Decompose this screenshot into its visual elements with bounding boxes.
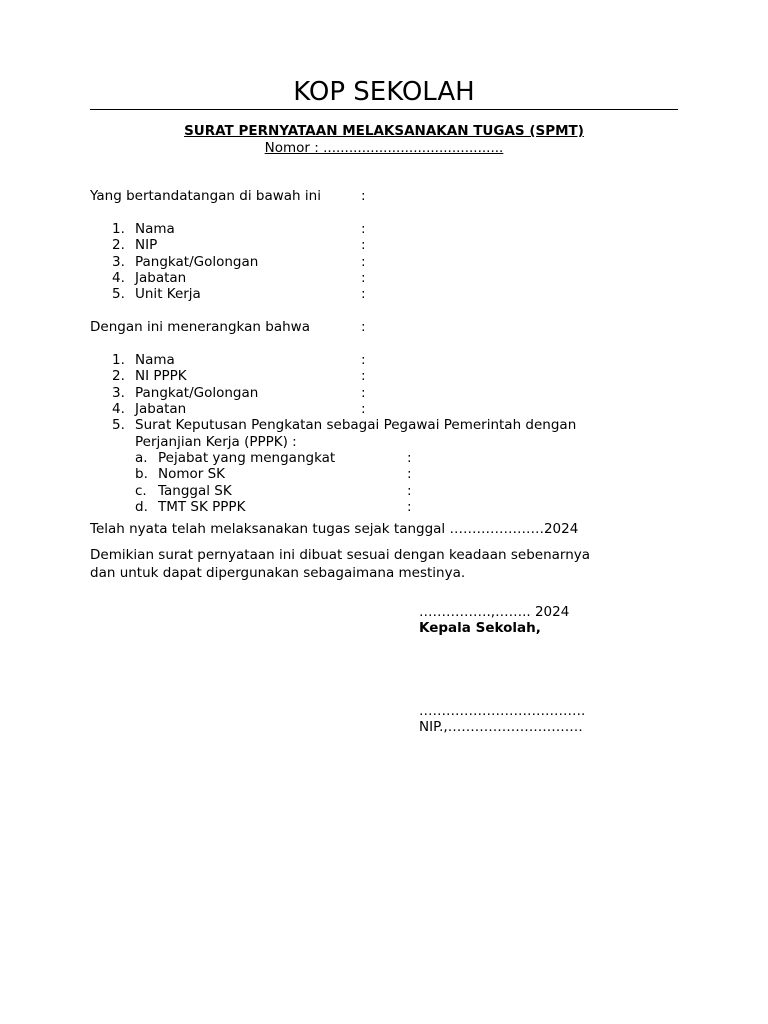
item-label: NI PPPK xyxy=(135,368,187,384)
item-label: Jabatan xyxy=(135,270,187,286)
item-number: 3. xyxy=(112,254,125,270)
item-label: Nama xyxy=(135,221,175,237)
sub-item-label: Nomor SK xyxy=(158,466,226,482)
item-number: 2. xyxy=(112,237,125,253)
list-item xyxy=(0,368,768,385)
letterhead-rule xyxy=(90,109,678,110)
sub-item-colon: : xyxy=(407,499,412,515)
item-colon: : xyxy=(361,221,366,237)
signature-nip: NIP.,………………………… xyxy=(419,719,583,735)
item-colon: : xyxy=(361,401,366,417)
item-colon: : xyxy=(361,286,366,302)
sub-item-colon: : xyxy=(407,483,412,499)
item-colon: : xyxy=(361,237,366,253)
item-colon: : xyxy=(361,368,366,384)
section2-intro-colon: : xyxy=(361,319,366,335)
item-number: 5. xyxy=(112,417,125,433)
list-item xyxy=(0,286,768,303)
sub-item-colon: : xyxy=(407,466,412,482)
sub-item-label: Pejabat yang mengangkat xyxy=(158,450,336,466)
item-colon: : xyxy=(361,385,366,401)
sub-list-item xyxy=(0,450,768,467)
sub-item-letter: c. xyxy=(135,483,147,499)
sub-item-letter: d. xyxy=(135,499,148,515)
item-label: Pangkat/Golongan xyxy=(135,254,259,270)
closing-line-2: dan untuk dapat dipergunakan sebagaimana mestinya. xyxy=(90,565,466,581)
list-item xyxy=(0,401,768,418)
list-item xyxy=(0,254,768,271)
item-label: Nama xyxy=(135,352,175,368)
signature-name: ………………………………. xyxy=(419,703,586,719)
item-label: Jabatan xyxy=(135,401,187,417)
document-title: SURAT PERNYATAAN MELAKSANAKAN TUGAS (SPMT) xyxy=(184,123,584,139)
item-number: 4. xyxy=(112,401,125,417)
list-item xyxy=(0,221,768,238)
list-item xyxy=(0,270,768,287)
signature-role: Kepala Sekolah, xyxy=(419,620,541,636)
closing-line-1: Demikian surat pernyataan ini dibuat sesuai dengan keadaan sebenarnya xyxy=(90,547,591,563)
sub-item-label: Tanggal SK xyxy=(158,483,232,499)
item-label: NIP xyxy=(135,237,158,253)
item-label: Unit Kerja xyxy=(135,286,201,302)
item-label: Perjanjian Kerja (PPPK) : xyxy=(135,434,297,450)
item-colon: : xyxy=(361,270,366,286)
item-label: Surat Keputusan Pengkatan sebagai Pegawai Pemerintah dengan xyxy=(135,417,577,433)
section1-intro-colon: : xyxy=(361,188,366,204)
statement-text: Telah nyata telah melaksanakan tugas sejak tanggal …………………2024 xyxy=(90,521,579,537)
sub-item-label: TMT SK PPPK xyxy=(158,499,246,515)
signature-date: …………….,…….. 2024 xyxy=(419,604,570,620)
item-label: Pangkat/Golongan xyxy=(135,385,259,401)
sub-item-letter: b. xyxy=(135,466,148,482)
item-number: 4. xyxy=(112,270,125,286)
sub-item-colon: : xyxy=(407,450,412,466)
item-number: 1. xyxy=(112,352,125,368)
item-number: 1. xyxy=(112,221,125,237)
list-item-continuation xyxy=(0,434,768,451)
list-item xyxy=(0,352,768,369)
item-number: 2. xyxy=(112,368,125,384)
sub-list-item xyxy=(0,483,768,500)
section1-intro: Yang bertandatangan di bawah ini xyxy=(90,188,321,204)
item-colon: : xyxy=(361,352,366,368)
list-item xyxy=(0,417,768,434)
section2-intro: Dengan ini menerangkan bahwa xyxy=(90,319,310,335)
sub-item-letter: a. xyxy=(135,450,148,466)
list-item xyxy=(0,237,768,254)
sub-list-item xyxy=(0,499,768,516)
document-number: Nomor : .......................................... xyxy=(264,140,504,156)
sub-list-item xyxy=(0,466,768,483)
item-number: 3. xyxy=(112,385,125,401)
letterhead-title: KOP SEKOLAH xyxy=(293,77,475,107)
list-item xyxy=(0,385,768,402)
item-number: 5. xyxy=(112,286,125,302)
item-colon: : xyxy=(361,254,366,270)
